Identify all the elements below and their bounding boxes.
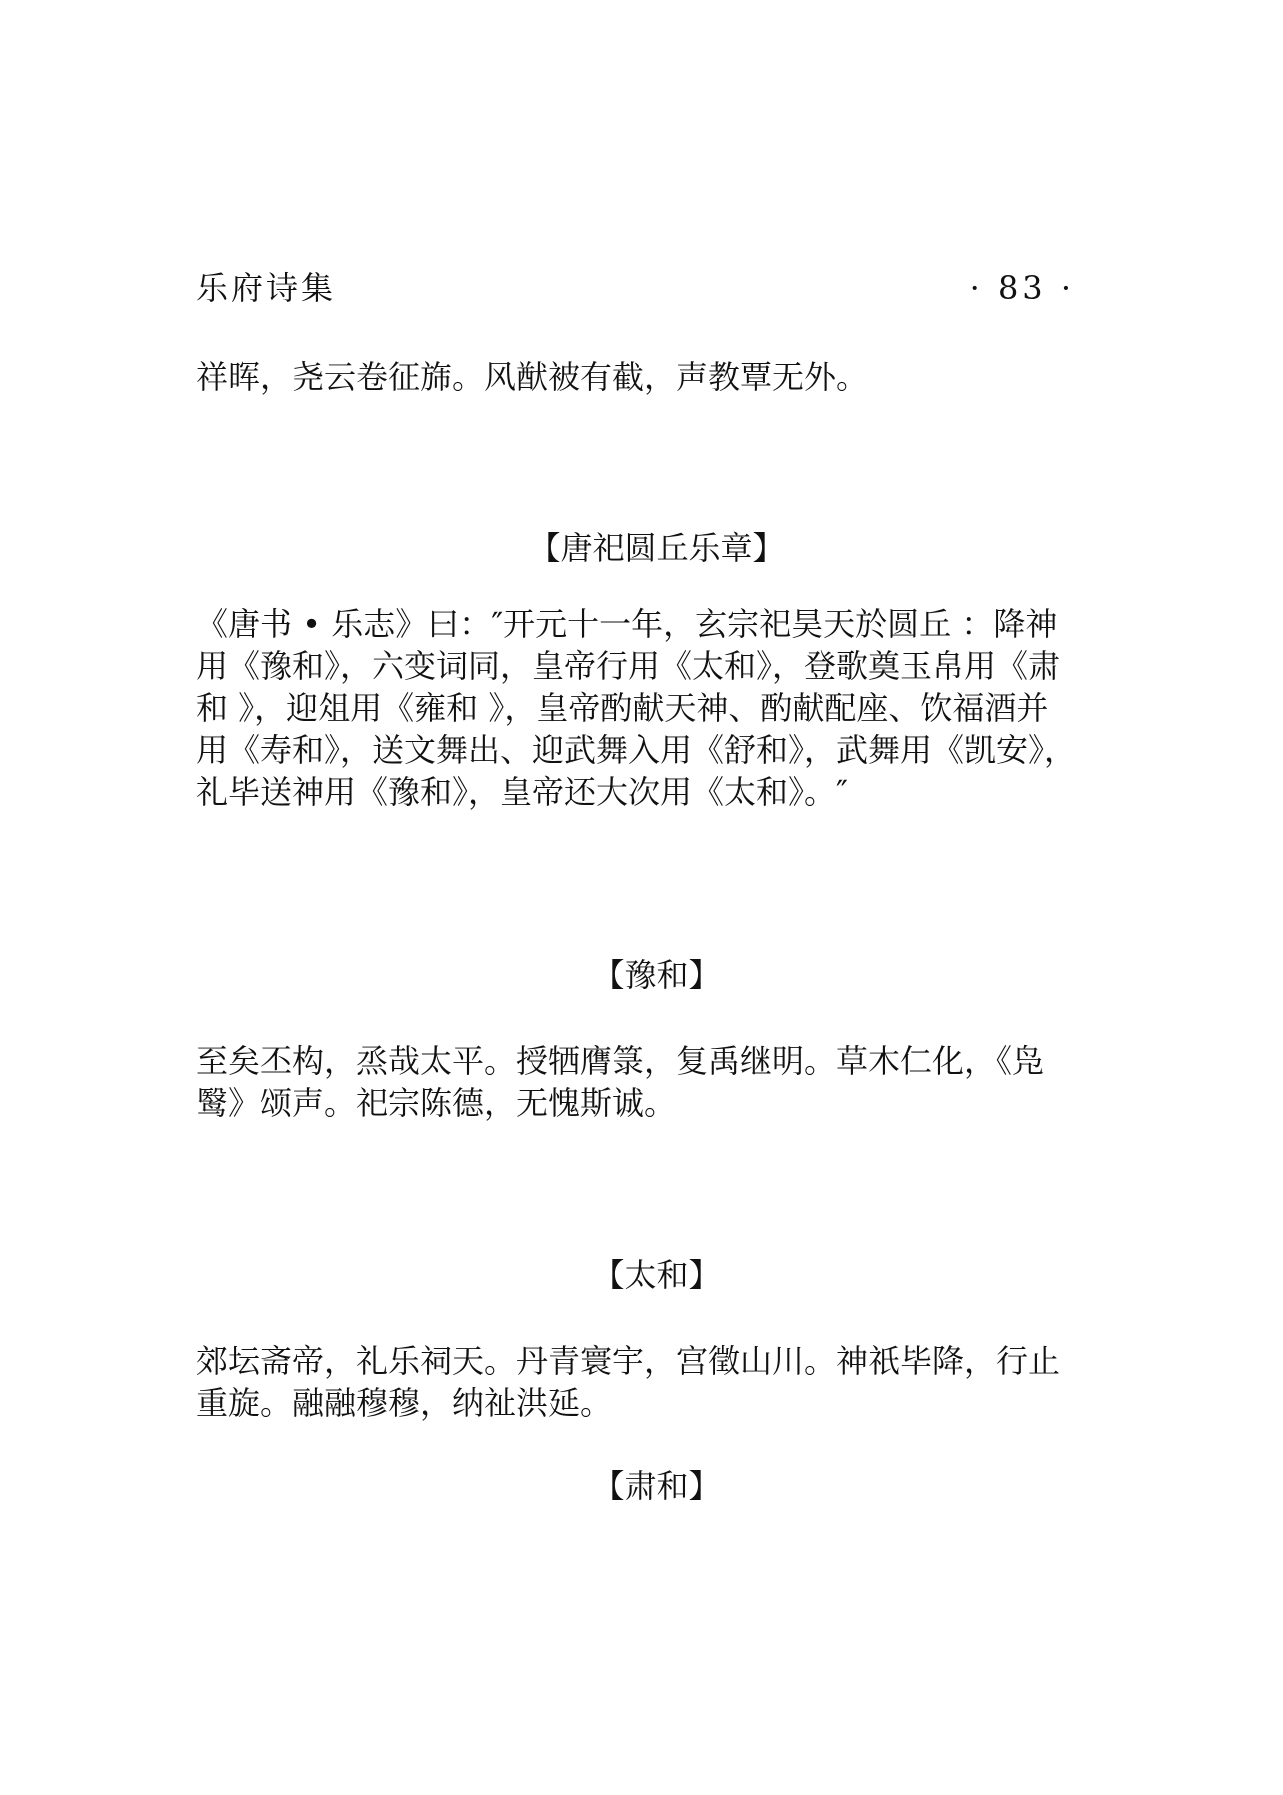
text-line: 用《豫和》，六变词同，皇帝行用《太和》，登歌奠玉帛用《肃 xyxy=(196,647,1061,685)
text-line: 礼毕送神用《豫和》，皇帝还大次用《太和》。″ xyxy=(196,773,848,811)
poem-body-taihe xyxy=(196,1340,1086,1424)
poem-body-yuhe xyxy=(196,1040,1086,1124)
section-title: 【唐祀圆丘乐章】 xyxy=(528,529,785,567)
text-line: 重旋。融融穆穆，纳祉洪延。 xyxy=(196,1384,613,1422)
poem-title-taihe: 【太和】 xyxy=(592,1256,721,1294)
poem-title-yuhe: 【豫和】 xyxy=(592,956,721,994)
text-line: 和 》，迎俎用《雍和 》，皇帝酌献天神、酌献配座、饮福酒并 xyxy=(196,689,1049,727)
page-number: · 83 · xyxy=(969,269,1075,307)
intro-paragraph xyxy=(196,603,1086,813)
continuation-paragraph xyxy=(196,356,1086,398)
text-line: 用《寿和》，送文舞出、迎武舞入用《舒和》，武舞用《凯安》， xyxy=(196,731,1077,769)
poem-title-suhe: 【肃和】 xyxy=(592,1467,721,1505)
text-line: 至矣丕构，烝哉太平。授牺膺箓，复禹继明。草木仁化，《凫 xyxy=(196,1042,1045,1080)
text-line: 《唐书 • 乐志》曰：″开元十一年，玄宗祀昊天於圆丘 ：降神 xyxy=(196,605,1058,643)
text-line: 鹥》颂声。祀宗陈德，无愧斯诚。 xyxy=(196,1084,677,1122)
text-line: 郊坛斋帝，礼乐祠天。丹青寰宇，宫徵山川。神祇毕降，行止 xyxy=(196,1342,1061,1380)
text-line: 祥晖，尧云卷征旆。风猷被有截，声教覃无外。 xyxy=(196,358,869,396)
running-header-title: 乐府诗集 xyxy=(196,269,337,307)
